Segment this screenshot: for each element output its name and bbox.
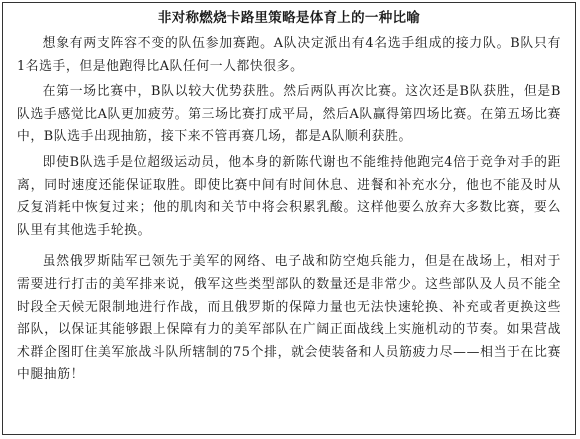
paragraph-4: 虽然俄罗斯陆军已领先于美军的网络、电子战和防空炮兵能力，但是在战场上，相对于需要进行打击的美军排来说，俄军这些类型部队的数量还是非常少。这些部队及人员不能全时段全天候无限制地进行作战，而且俄罗斯的保障力量也无法快速轮换、补充或者更换这些部队，以保证其能够跟上保障有力的美军部队在广阔正面战线上实施机动的节奏。如果营战术群企图盯住美军旅战斗队所辖制的75个排，就会使装备和人员筋疲力尽——相当于在比赛中腿抽筋！ xyxy=(17,254,561,383)
paragraph-2: 在第一场比赛中，B队以较大优势获胜。然后两队再次比赛。这次还是B队获胜，但是B队选手感觉比A队更加疲劳。第三场比赛打成平局，然后A队赢得第四场比赛。在第五场比赛中，B队选手出现抽筋，接下来不管再赛几场，都是A队顺利获胜。 xyxy=(17,84,561,145)
text-box xyxy=(2,2,576,435)
paragraph-1: 想象有两支阵容不变的队伍参加赛跑。A队决定派出有4名选手组成的接力队。B队只有1名选手，但是他跑得比A队任何一人都快很多。 xyxy=(17,36,561,74)
document-title: 非对称燃烧卡路里策略是体育上的一种比喻 xyxy=(157,10,421,26)
paragraph-3: 即使B队选手是位超级运动员，他本身的新陈代谢也不能维持他跑完4倍于竞争对手的距离，同时速度还能保证取胜。即使比赛中间有时间休息、进餐和补充水分，他也不能及时从反复消耗中恢复过来；他的肌肉和关节中将会积累乳酸。这样他要么放弃大多数比赛，要么队里有其他选手轮换。 xyxy=(17,154,561,238)
